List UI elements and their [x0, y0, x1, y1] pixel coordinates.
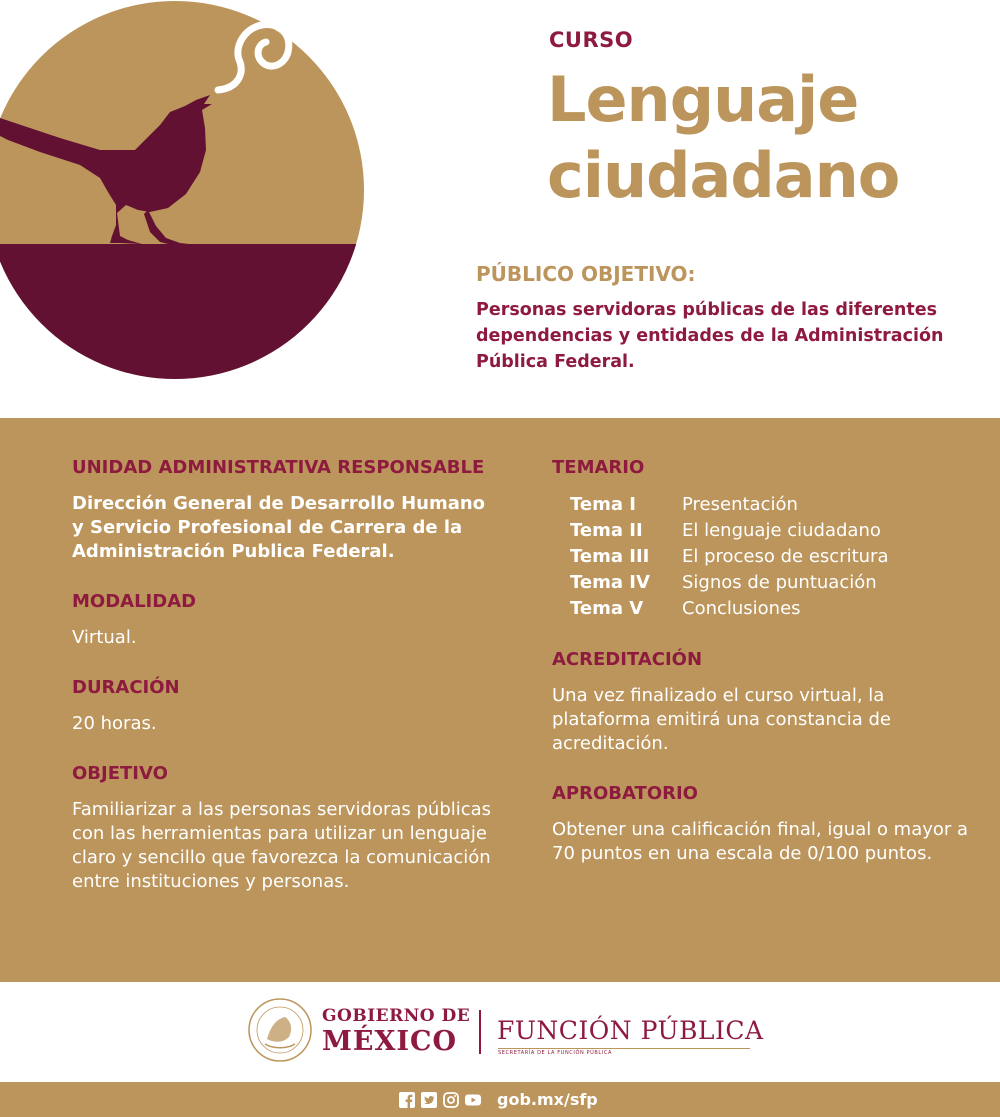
topic-name: El lenguaje ciudadano: [682, 520, 881, 541]
topic-number: Tema III: [570, 546, 650, 567]
audience-heading: PÚBLICO OBJETIVO:: [476, 262, 696, 286]
syllabus-heading: TEMARIO: [552, 457, 645, 478]
list-item: [570, 544, 972, 570]
list-item: [570, 492, 972, 518]
info-section: [0, 418, 1000, 982]
hero-section: [0, 0, 1000, 418]
twitter-icon[interactable]: [421, 1092, 437, 1108]
mode-heading: MODALIDAD: [72, 591, 197, 612]
course-title-line2: ciudadano: [547, 139, 900, 212]
objective-heading: OBJETIVO: [72, 763, 168, 784]
instagram-icon[interactable]: [443, 1092, 459, 1108]
list-item: [570, 570, 972, 596]
national-seal-icon: [247, 997, 313, 1063]
gobierno-de-label: GOBIERNO DE: [322, 1006, 471, 1026]
topic-number: Tema IV: [570, 572, 650, 593]
audience-text: Personas servidoras públicas de las diferentes dependencias y entidades de la Administración Pública Federal.: [476, 300, 944, 372]
topic-name: Presentación: [682, 494, 798, 515]
passing-heading: APROBATORIO: [552, 783, 698, 804]
course-kicker: CURSO: [549, 28, 634, 52]
branch-base: [0, 244, 370, 418]
topic-number: Tema V: [570, 598, 644, 619]
website-link[interactable]: gob.mx/sfp: [497, 1090, 598, 1109]
list-item: [570, 596, 972, 622]
youtube-icon[interactable]: [465, 1092, 481, 1108]
left-column: [72, 456, 492, 920]
logo-divider: [479, 1010, 481, 1054]
topic-name: Signos de puntuación: [682, 572, 877, 593]
accreditation-heading: ACREDITACIÓN: [552, 649, 703, 670]
duration-text: 20 horas.: [72, 713, 157, 734]
objective-text: Familiarizar a las personas servidoras públicas con las herramientas para utilizar un lenguaje claro y sencillo que favorezca la comunicación entre instituciones y personas.: [72, 799, 492, 892]
unit-heading: UNIDAD ADMINISTRATIVA RESPONSABLE: [72, 457, 485, 478]
duration-heading: DURACIÓN: [72, 677, 180, 698]
topic-number: Tema I: [570, 494, 636, 515]
mode-text: Virtual.: [72, 627, 137, 648]
right-column: [552, 456, 972, 892]
social-links: [399, 1092, 481, 1108]
topic-list: [570, 492, 972, 622]
accreditation-text: Una vez finalizado el curso virtual, la plataforma emitirá una constancia de acreditación.: [552, 685, 891, 754]
course-title: [547, 62, 899, 214]
logo-bar: [0, 982, 1000, 1082]
facebook-icon[interactable]: [399, 1092, 415, 1108]
funcion-publica-sublabel: SECRETARÍA DE LA FUNCIÓN PÚBLICA: [498, 1048, 750, 1056]
topic-name: Conclusiones: [682, 598, 801, 619]
mexico-label: MÉXICO: [322, 1026, 458, 1057]
list-item: [570, 518, 972, 544]
bird-illustration: [0, 0, 370, 418]
funcion-publica-label: FUNCIÓN PÚBLICA: [497, 1016, 764, 1045]
course-title-line1: Lenguaje: [547, 63, 859, 136]
passing-text: Obtener una calificación final, igual o mayor a 70 puntos en una escala de 0/100 puntos.: [552, 819, 969, 864]
topic-name: El proceso de escritura: [682, 546, 889, 567]
topic-number: Tema II: [570, 520, 643, 541]
unit-text: Dirección General de Desarrollo Humano y Servicio Profesional de Carrera de la Administración Publica Federal.: [72, 493, 486, 562]
footer-bar: [0, 1082, 1000, 1117]
